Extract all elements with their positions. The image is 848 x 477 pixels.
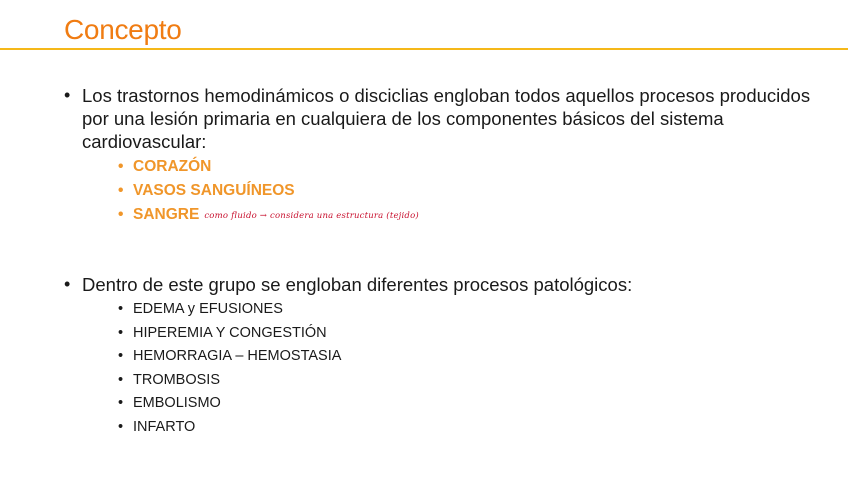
bullet-text-2: Dentro de este grupo se engloban diferentes procesos patológicos: [82,274,633,295]
slide-content [64,84,824,439]
sub-bullet-dot: • [118,301,124,317]
sub-item-label: INFARTO [133,418,196,435]
sub-item-label: VASOS SANGUÍNEOS [133,182,295,199]
sub-bullet-dot: • [118,371,124,388]
bullet-text-1: Los trastornos hemodinámicos o disciclias engloban todos aquellos procesos producidos por una lesión primaria en cualquiera de los componentes básicos del sistema cardiovascular: [82,85,811,152]
sub-item-embolismo [118,392,824,416]
title-underline [0,48,848,50]
sub-item-trombosis [118,369,824,393]
sub-item-sangre [118,203,824,229]
bullet-item-1 [64,84,824,229]
sub-item-label: HIPEREMIA Y CONGESTIÓN [133,324,327,341]
sub-item-edema [118,298,824,322]
sub-item-hiperemia [118,322,824,346]
pathological-processes-list [82,298,824,439]
sub-item-label: EDEMA y EFUSIONES [133,301,283,317]
sub-item-label: TROMBOSIS [133,371,221,388]
sub-item-label: CORAZÓN [133,158,212,175]
sub-bullet-dot: • [118,324,124,341]
sub-item-infarto [118,416,824,440]
sub-bullet-dot: • [118,395,124,411]
sub-item-label: HEMORRAGIA – HEMOSTASIA [133,348,342,364]
sub-item-label: SANGRE [133,206,200,223]
sub-bullet-dot: • [118,158,124,175]
cardiovascular-components-list [82,155,824,229]
sub-item-label: EMBOLISMO [133,395,221,411]
bullet-dot: • [64,274,71,294]
sub-bullet-dot: • [118,182,124,199]
sub-item-corazon [118,155,824,179]
bullet-dot: • [64,85,71,105]
sub-item-vasos [118,179,824,203]
slide-title: Concepto [64,14,182,45]
bullet-item-2 [64,273,824,439]
sub-item-hemorragia [118,345,824,369]
sub-bullet-dot: • [118,348,124,364]
sub-bullet-dot: • [118,206,124,223]
sub-bullet-dot: • [118,418,124,435]
handwritten-annotation: como fluido → considera una estructura (tejido) [204,211,419,221]
